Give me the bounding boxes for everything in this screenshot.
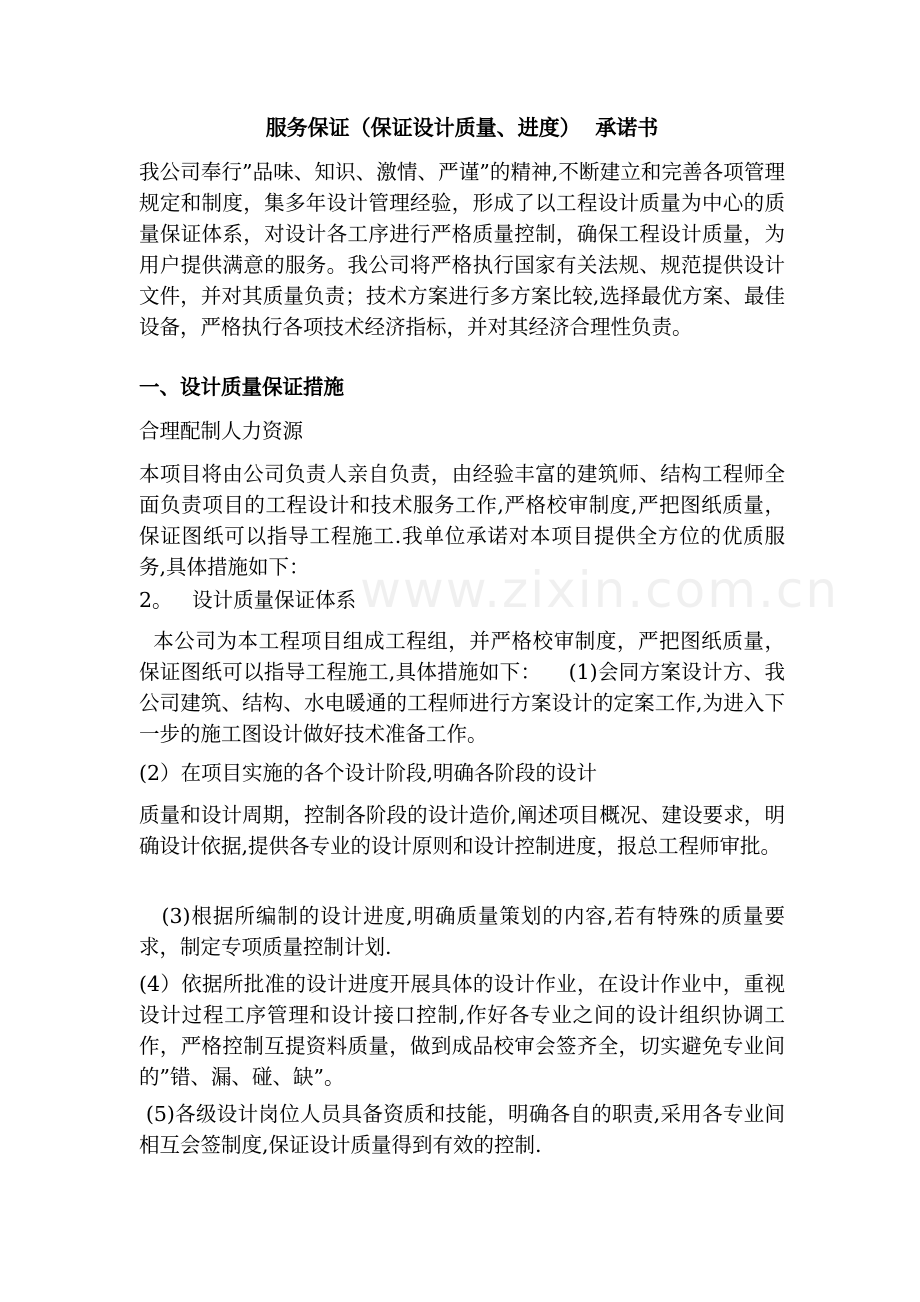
paragraph-measure-2-start: (2）在项目实施的各个设计阶段,明确各阶段的设计 [139, 761, 598, 785]
watermark: www.zixin.com.cn [360, 561, 840, 619]
paragraph-measure-3: (3)根据所编制的设计进度,明确质量策划的内容,若有特殊的质量要求，制定专项质量控制计划. [139, 904, 785, 959]
subheading-human-resources: 合理配制人力资源 [139, 419, 303, 443]
section-heading-quality-measures: 一、设计质量保证措施 [139, 375, 344, 399]
paragraph-measure-1: 本公司为本工程项目组成工程组，并严格校审制度，严把图纸质量，保证图纸可以指导工程施工,具体措施如下： (1)会同方案设计方、我公司建筑、结构、水电暖通的工程师进行方案设计的定案工作,为进入下一步的施工图设计做好技术准备工作。 [139, 629, 785, 746]
paragraph-measure-4: (4）依据所批准的设计进度开展具体的设计作业，在设计作业中，重视设计过程工序管理和设计接口控制,作好各专业之间的设计组织协调工作，严格控制互提资料质量，做到成品校审会签齐全，切实避免专业间的”错、漏、碰、缺”。 [139, 972, 785, 1089]
intro-paragraph: 我公司奉行”品味、知识、激情、严谨”的精神,不断建立和完善各项管理规定和制度，集多年设计管理经验，形成了以工程设计质量为中心的质量保证体系，对设计各工序进行严格质量控制，确保工程设计质量，为用户提供满意的服务。我公司将严格执行国家有关法规、规范提供设计文件，并对其质量负责；技术方案进行多方案比较,选择最优方案、最佳设备，严格执行各项技术经济指标，并对其经济合理性负责。 [139, 160, 785, 339]
subheading-quality-system: 2。 设计质量保证体系 [139, 588, 357, 612]
paragraph-measure-2-cont: 质量和设计周期，控制各阶段的设计造价,阐述项目概况、建设要求，明确设计依据,提供各专业的设计原则和设计控制进度，报总工程师审批。 [139, 803, 785, 858]
paragraph-project-responsibility: 本项目将由公司负责人亲自负责，由经验丰富的建筑师、结构工程师全面负责项目的工程设计和技术服务工作,严格校审制度,严把图纸质量，保证图纸可以指导工程施工.我单位承诺对本项目提供全方位的优质服务,具体措施如下： [139, 462, 785, 579]
page-title: 服务保证（保证设计质量、进度） 承诺书 [265, 116, 659, 140]
paragraph-measure-5: (5)各级设计岗位人员具备资质和技能，明确各自的职责,采用各专业间相互会签制度,保证设计质量得到有效的控制. [139, 1102, 785, 1157]
